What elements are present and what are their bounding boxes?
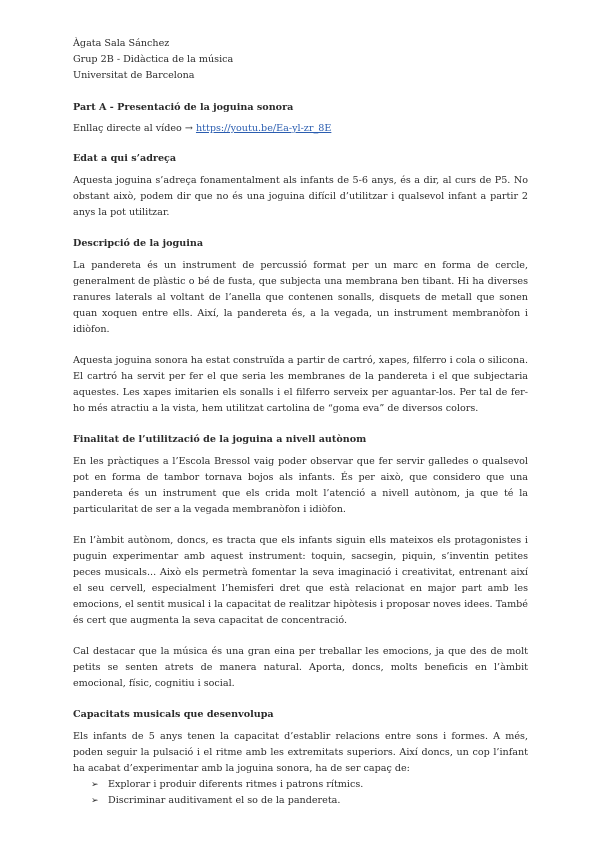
description-paragraph-1: La pandereta és un instrument de percussió format per un marc en forma de cercle, generalment de plàstic o bé de fusta, que subjecta una membrana ben tibant. Hi ha diverses ranures laterals al voltant de l’anella que contenen sonalls, disquets de metall que sonen quan xoquen entre ells. Així, la pandereta és, a la vegada, un instrument membranòfon i idiòfon. xyxy=(73,260,528,335)
age-title: Edat a qui s’adreça xyxy=(73,153,177,164)
author-name: Àgata Sala Sánchez xyxy=(73,38,170,49)
skills-list xyxy=(73,777,528,809)
list-item-text: Explorar i produir diferents ritmes i patrons rítmics. xyxy=(108,779,364,790)
university-name: Universitat de Barcelona xyxy=(73,70,195,81)
video-link[interactable]: https://youtu.be/Ea-yl-zr_8E xyxy=(195,123,332,134)
video-link-line xyxy=(73,121,528,137)
list-item xyxy=(91,777,528,793)
skills-title: Capacitats musicals que desenvolupa xyxy=(73,709,274,720)
age-text: Aquesta joguina s’adreça fonamentalment als infants de 5-6 anys, és a dir, al curs de P5. No obstant això, podem dir que no és una joguina difícil d’utilitzar i qualsevol infant a partir 2 anys la pot utilitzar. xyxy=(73,175,528,218)
course-group: Grup 2B - Didàctica de la música xyxy=(73,54,234,65)
arrow-bullet-icon: ➢ xyxy=(91,780,99,790)
description-title: Descripció de la joguina xyxy=(73,238,204,249)
description-section xyxy=(73,236,528,417)
document-header xyxy=(73,36,528,84)
skills-section xyxy=(73,707,528,809)
purpose-paragraph-1: En les pràctiques a l’Escola Bressol vaig poder observar que fer servir galledes o qualsevol pot en forma de tambor tornava bojos als infants. És per això, que considero que una pandereta és un instrument que els crida molt l’atenció a nivell autònom, ja que té la particularitat de ser a la vegada membranòfon i idiòfon. xyxy=(73,456,528,515)
purpose-paragraph-3: Cal destacar que la música és una gran eina per treballar les emocions, ja que des de molt petits se senten atrets de manera natural. Aporta, doncs, molts beneficis en l’àmbit emocional, físic, cognitiu i social. xyxy=(73,646,528,689)
purpose-paragraph-2: En l’àmbit autònom, doncs, es tracta que els infants siguin ells mateixos els protagonistes i puguin experimentar amb aquest instrument: toquin, sacsegin, piquin, s’inventin petites peces musicals... Això els permetrà fomentar la seva imaginació i creativitat, entrenant així el seu cervell, especialment l’hemisferi dret que està relacionat en major part amb les emocions, el sentit musical i la capacitat de realitzar hipòtesis i proposar noves idees. També és cert que augmenta la seva capacitat de concentració. xyxy=(73,535,528,626)
part-a-title: Part A - Presentació de la joguina sonora xyxy=(73,102,294,113)
purpose-title: Finalitat de l’utilització de la joguina a nivell autònom xyxy=(73,434,367,445)
arrow-bullet-icon: ➢ xyxy=(91,796,99,806)
list-item xyxy=(91,793,528,809)
list-item-text: Discriminar auditivament el so de la pandereta. xyxy=(108,795,341,806)
part-a-section xyxy=(73,100,528,137)
description-paragraph-2: Aquesta joguina sonora ha estat construïda a partir de cartró, xapes, filferro i cola o silicona. El cartró ha servit per fer el que seria les membranes de la pandereta i el que subjectaria aquestes. Les xapes imitarien els sonalls i el filferro serveix per aguantar-los. Per tal de fer-ho més atractiu a la vista, hem utilitzat cartolina de “goma eva” de diversos colors. xyxy=(73,355,528,414)
purpose-section xyxy=(73,432,528,692)
age-section xyxy=(73,151,528,221)
video-link-label: Enllaç directe al vídeo → xyxy=(73,123,196,134)
skills-paragraph: Els infants de 5 anys tenen la capacitat d’establir relacions entre sons i formes. A més, poden seguir la pulsació i el ritme amb les extremitats superiors. Així doncs, un cop l’infant ha acabat d’experimentar amb la joguina sonora, ha de ser capaç de: xyxy=(73,731,528,774)
